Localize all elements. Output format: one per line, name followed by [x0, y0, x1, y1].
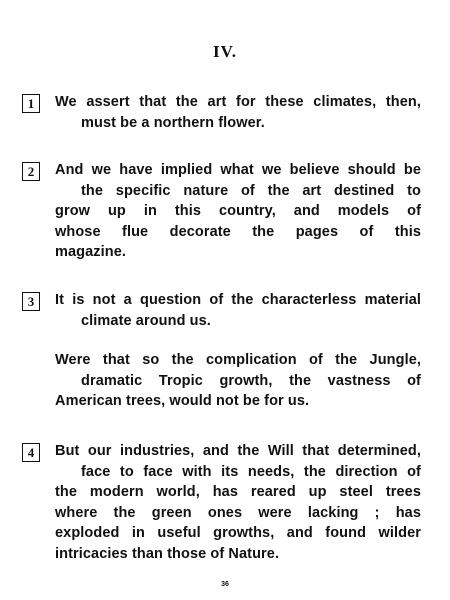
paragraph-2-line: the specific nature of the art destined to: [81, 182, 421, 199]
paragraph-1-line: must be a northern flower.: [81, 114, 265, 131]
paragraph-number-3: 3: [22, 292, 40, 311]
paragraph-4-line: where the green ones were lacking ; has: [55, 504, 421, 521]
paragraph-unnumbered: [55, 350, 421, 412]
paragraph-2-line: And we have implied what we believe should be: [55, 162, 421, 178]
paragraph-4-line: exploded in useful growths, and found wilder: [55, 525, 421, 541]
page-number: 36: [221, 581, 229, 588]
paragraph-unnumbered-line: American trees, would not be for us.: [55, 393, 310, 409]
paragraph-4-line: But our industries, and the Will that determined,: [55, 443, 421, 459]
paragraph-4-line: intricacies than those of Nature.: [55, 545, 280, 562]
paragraph-number-1: 1: [22, 94, 40, 113]
paragraph-2: [55, 160, 421, 263]
paragraph-1-line: We assert that the art for these climates, then,: [55, 94, 421, 110]
paragraph-number-2: 2: [22, 162, 40, 181]
paragraph-3-line: climate around us.: [81, 312, 211, 329]
paragraph-2-line: whose flue decorate the pages of this: [55, 223, 421, 240]
paragraph-unnumbered-line: Were that so the complication of the Jungle,: [55, 352, 421, 368]
paragraph-unnumbered-line: dramatic Tropic growth, the vastness of: [81, 372, 421, 389]
section-heading: IV.: [213, 42, 237, 61]
paragraph-2-line: magazine.: [55, 244, 127, 260]
paragraph-3: [55, 290, 421, 331]
paragraph-4-line: the modern world, has reared up steel trees: [55, 484, 421, 500]
paragraph-number-4: 4: [22, 443, 40, 462]
paragraph-3-line: It is not a question of the characterless material: [55, 292, 421, 308]
paragraph-2-line: grow up in this country, and models of: [55, 203, 421, 219]
paragraph-4: [55, 441, 421, 564]
paragraph-1: [55, 92, 421, 133]
paragraph-4-line: face to face with its needs, the direction of: [81, 463, 421, 480]
